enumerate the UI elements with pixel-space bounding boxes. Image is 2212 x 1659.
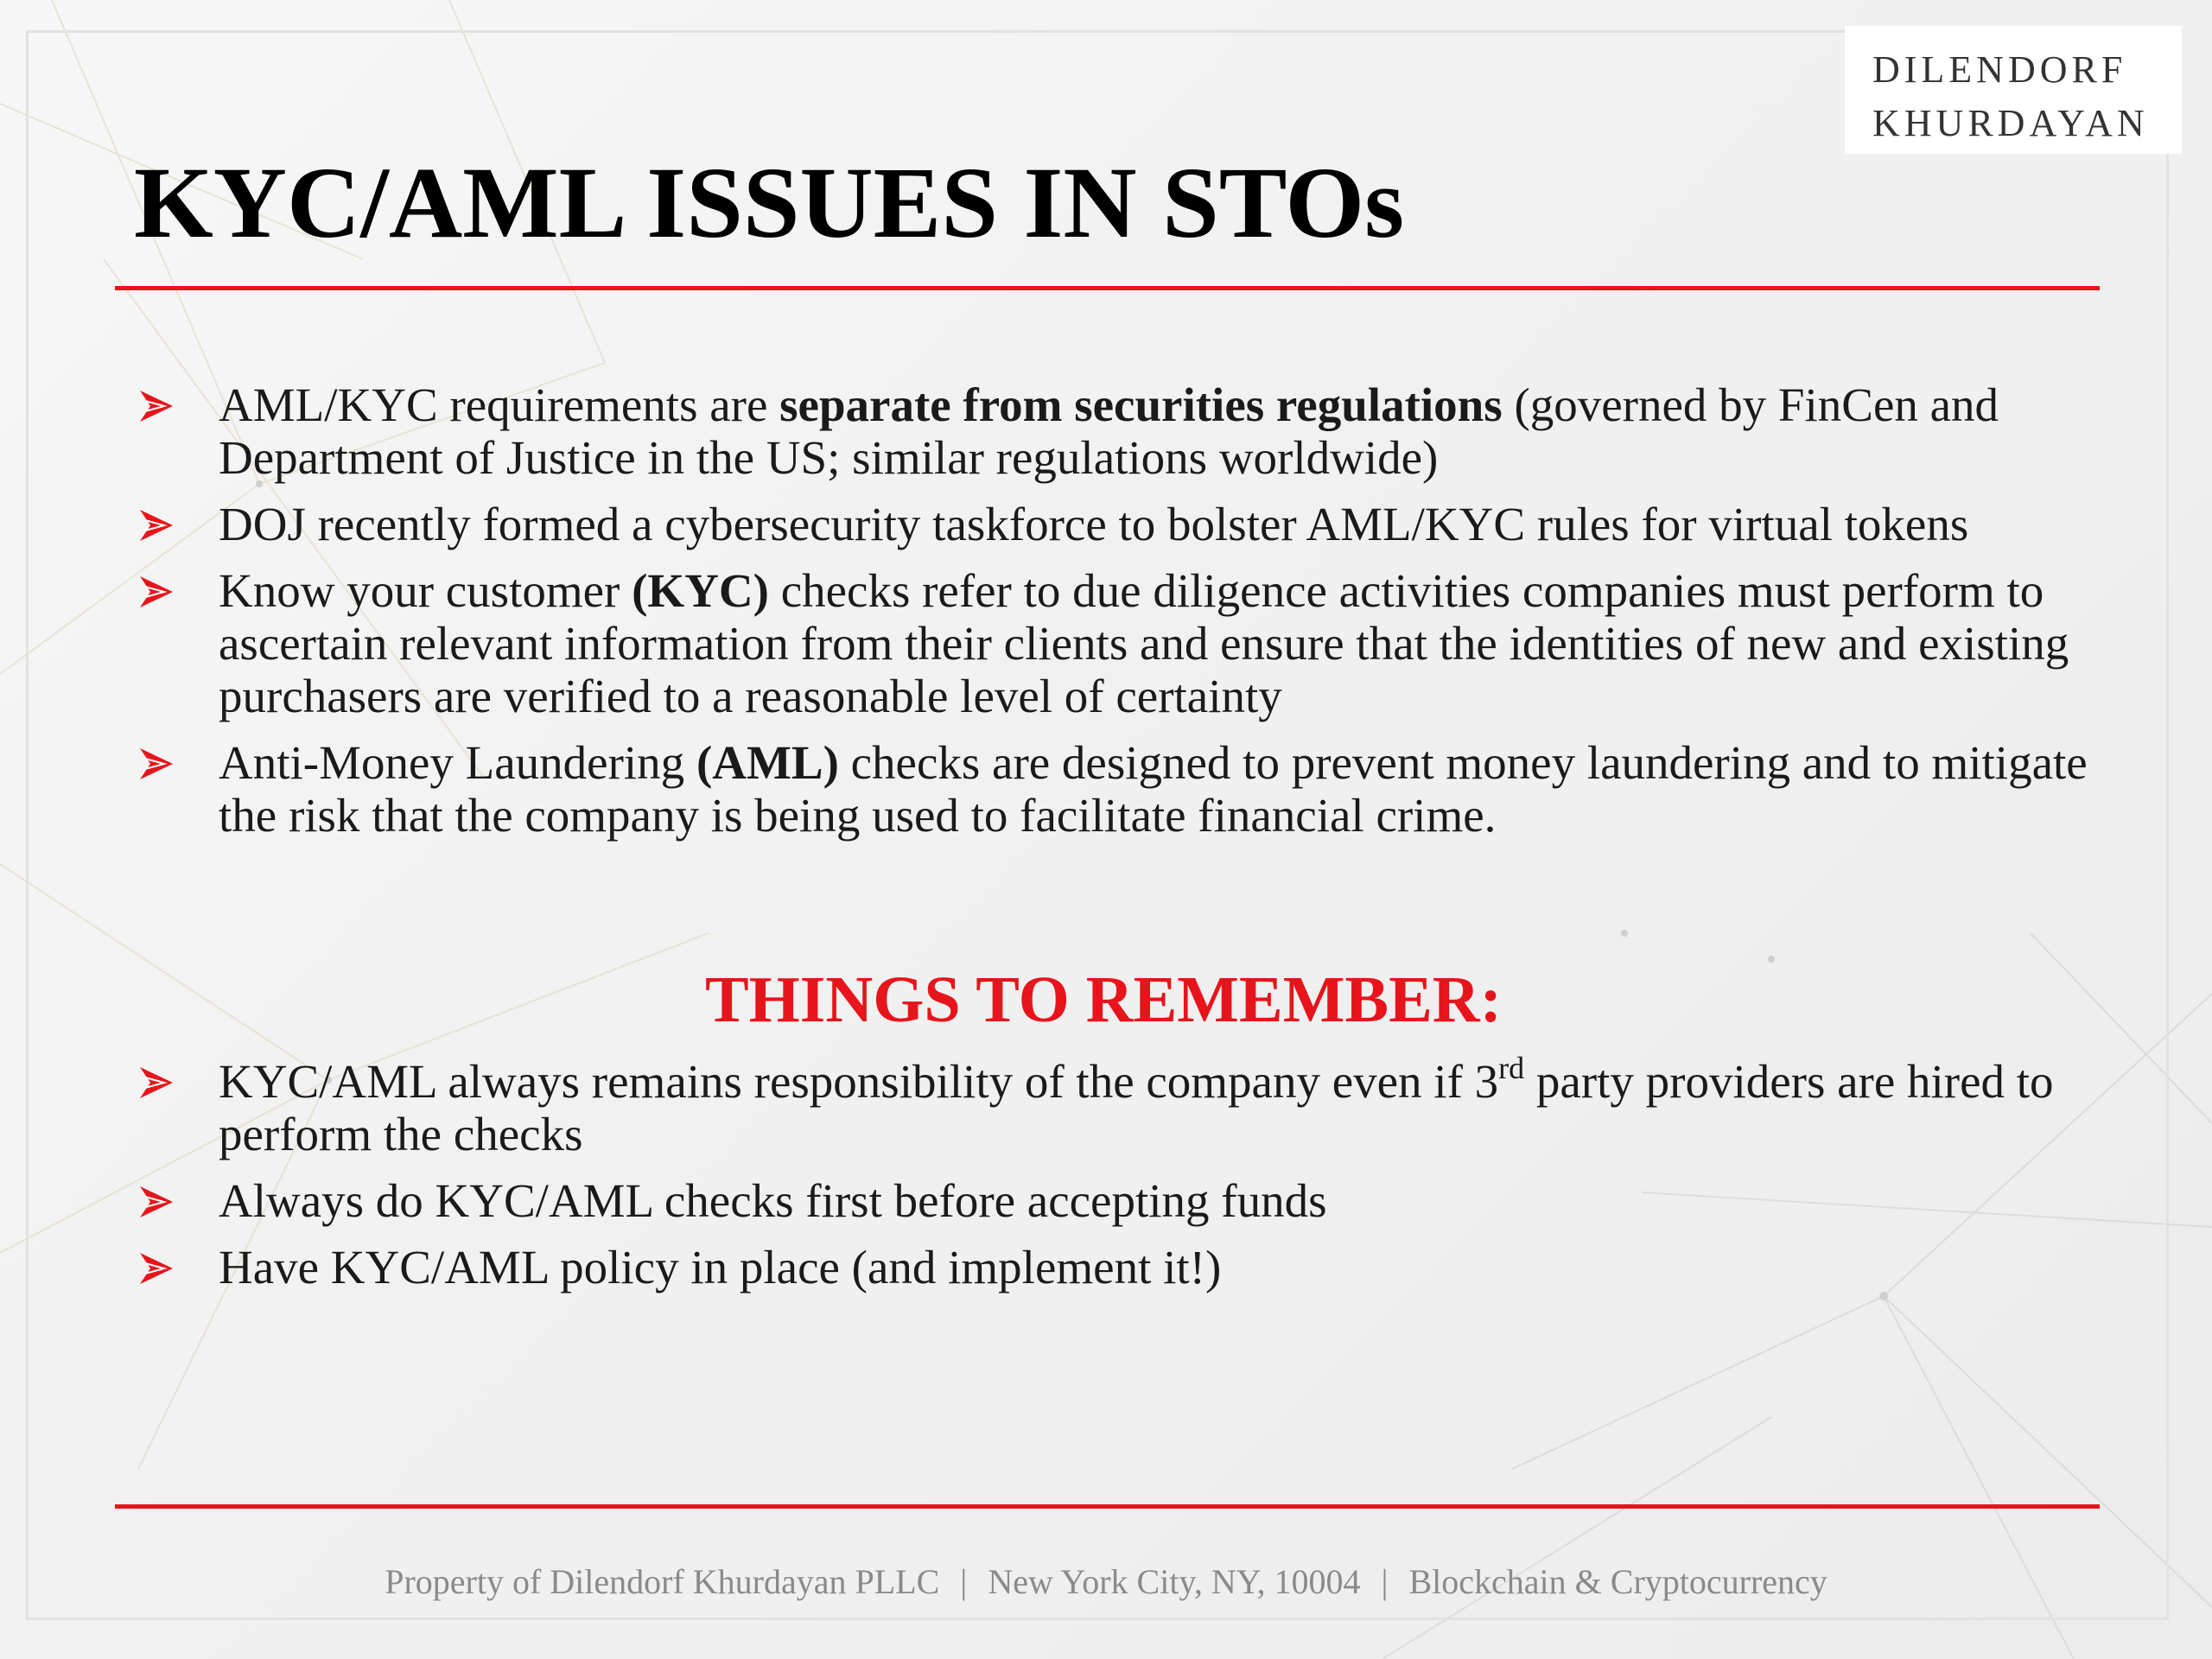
- bullet-text: Anti-Money Laundering (AML) checks are designed to prevent money laundering and to mitigate the risk that the company is being used to facilitate financial crime.: [219, 736, 2088, 842]
- top-divider: [115, 286, 2100, 290]
- arrow-bullet-icon: [138, 1065, 175, 1100]
- company-logo: [1845, 26, 2182, 154]
- footer-address: New York City, NY, 10004: [988, 1562, 1361, 1601]
- footer-property: Property of Dilendorf Khurdayan PLLC: [385, 1562, 940, 1601]
- bullet-item: [138, 378, 2091, 484]
- arrow-bullet-icon: [138, 575, 175, 609]
- footer-separator: |: [960, 1562, 968, 1601]
- arrow-bullet-icon: [138, 1185, 175, 1219]
- bullet-item: [138, 564, 2091, 722]
- arrow-bullet-icon: [138, 508, 175, 543]
- remember-text: Have KYC/AML policy in place (and implement it!): [219, 1241, 1222, 1294]
- arrow-bullet-icon: [138, 747, 175, 781]
- remember-text: Always do KYC/AML checks first before accepting funds: [219, 1174, 1327, 1227]
- arrow-bullet-icon: [138, 389, 175, 423]
- logo-line-2: KHURDAYAN: [1872, 102, 2149, 144]
- bullet-text: Know your customer (KYC) checks refer to due diligence activities companies must perform to ascertain relevant information from their clients and ensure that the identities of new and existing purchasers are verified to a reasonable level of certainty: [219, 564, 2069, 722]
- footer-topic: Blockchain & Cryptocurrency: [1408, 1562, 1827, 1601]
- bullet-item: [138, 736, 2091, 842]
- things-to-remember-heading: THINGS TO REMEMBER:: [704, 963, 1503, 1036]
- bullet-text: DOJ recently formed a cybersecurity taskforce to bolster AML/KYC rules for virtual tokens: [219, 498, 1969, 550]
- remember-text: KYC/AML always remains responsibility of the company even if 3rd party providers are hired to perform the checks: [219, 1051, 2054, 1160]
- slide-footer: [0, 1558, 2212, 1606]
- bullet-text: AML/KYC requirements are separate from securities regulations (governed by FinCen and Department of Justice in the US; similar regulations worldwide): [219, 378, 1999, 484]
- footer-separator: |: [1381, 1562, 1389, 1601]
- slide-title: KYC/AML ISSUES IN STOs: [134, 146, 1405, 259]
- bullet-item: [138, 498, 2091, 550]
- logo-line-1: DILENDORF: [1872, 48, 2127, 91]
- bottom-divider: [115, 1504, 2100, 1509]
- remember-item: [138, 1174, 2091, 1227]
- remember-bullet-list: [138, 1051, 2091, 1307]
- main-bullet-list: [138, 378, 2091, 855]
- remember-item: [138, 1241, 2091, 1294]
- remember-item: [138, 1051, 2091, 1160]
- arrow-bullet-icon: [138, 1251, 175, 1286]
